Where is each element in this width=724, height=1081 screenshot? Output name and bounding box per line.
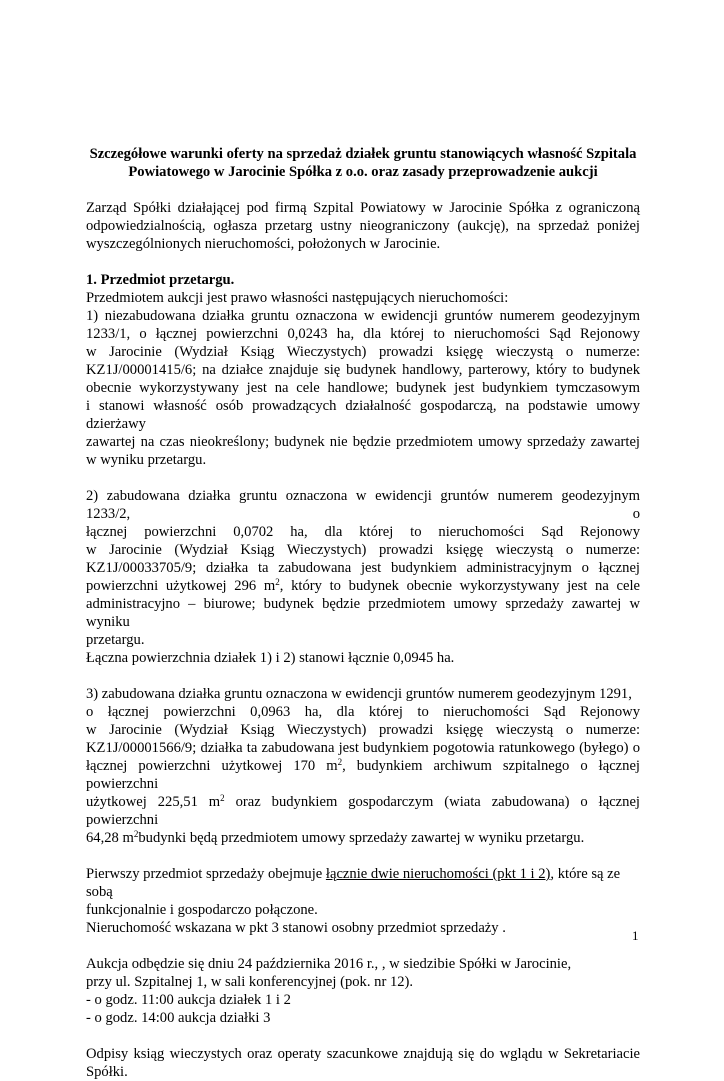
text-line: 2) zabudowana działka gruntu oznaczona w ewidencji gruntów numerem geodezyjnym 1233/2, o [86,488,640,522]
page-number: 1 [632,928,639,943]
sale-paragraph [86,865,640,937]
text-line: użytkowej 225,51 $m^2$ oraz budynkiem gospodarczym (wiata zabudowana) o łącznej powierzchni [86,793,640,828]
text-line: wyszczególnionych nieruchomości, położonych w Jarocinie. [86,236,441,252]
text-line: w Jarocinie (Wydział Ksiąg Wieczystych) prowadzi księgę wieczystą o numerze: [86,722,640,738]
total-area-line: Łączna powierzchnia działek 1) i 2) stanowi łącznie 0,0945 ha. [86,650,455,666]
superscript: 2 [220,793,225,803]
text-line: Spółki. [86,1064,128,1080]
document-page [86,145,640,1081]
text-line: odpowiedzialnością, ogłasza przetarg ustny nieograniczony (aukcję), na sprzedaż poniżej [86,218,640,234]
property-item-3 [86,685,640,847]
property-item-2 [86,487,640,667]
text-line: obecnie wykorzystywany jest na cele handlowe; budynek jest budynkiem tymczasowym [86,380,640,396]
text-line: o łącznej powierzchni 0,0963 ha, dla której to nieruchomości Sąd Rejonowy [86,704,640,720]
auction-paragraph [86,955,640,1027]
text-line: 1233/1, o łącznej powierzchni 0,0243 ha, dla której to nieruchomości Sąd Rejonowy [86,326,640,342]
text-line: łącznej powierzchni użytkowej 170 $m^2$, budynkiem archiwum szpitalnego o łącznej powierzchni [86,757,640,792]
text-line: przetargu. [86,632,145,648]
text-line: Pierwszy przedmiot sprzedaży obejmuje łącznie dwie nieruchomości (pkt 1 i 2), które są ze sobą [86,866,621,900]
text-line: KZ1J/00001566/9; działka ta zabudowana jest budynkiem pogotowia ratunkowego (byłego) o [86,740,640,756]
superscript: 2 [275,577,280,587]
list-item: - o godz. 11:00 aukcja działek 1 i 2 [86,992,291,1008]
text-line: administracyjno – biurowe; budynek będzie przedmiotem umowy sprzedaży zawartej w wyniku [86,596,640,630]
text-line: przy ul. Szpitalnej 1, w sali konferencyjnej (pok. nr 12). [86,974,414,990]
title-line: Szczegółowe warunki oferty na sprzedaż działek gruntu stanowiących własność Szpitala [89,146,637,162]
text-line: 1) niezabudowana działka gruntu oznaczona w ewidencji gruntów numerem geodezyjnym [86,308,640,324]
superscript: 2 [337,757,343,767]
list-item: - o godz. 14:00 aukcja działki 3 [86,1010,271,1026]
text-line: zawartej na czas nieokreślony; budynek nie będzie przedmiotem umowy sprzedaży zawartej [86,434,640,450]
text-line: 3) zabudowana działka gruntu oznaczona w ewidencji gruntów numerem geodezyjnym 1291, [86,686,632,702]
text-line: funkcjonalnie i gospodarczo połączone. [86,902,318,918]
text-line: łącznej powierzchni 0,0702 ha, dla której to nieruchomości Sąd Rejonowy [86,524,640,540]
text-line: Aukcja odbędzie się dniu 24 października 2016 r., , w siedzibie Spółki w Jarocinie, [86,956,572,972]
text-line: powierzchni użytkowej 296 $m^2$, który to budynek obecnie wykorzystywany jest na cele [86,577,640,594]
property-item-1 [86,307,640,469]
intro-paragraph [86,199,640,253]
text-line: w wyniku przetargu. [86,452,207,468]
document-title [86,145,640,181]
text-line: w Jarocinie (Wydział Ksiąg Wieczystych) prowadzi księgę wieczystą o numerze: [86,542,640,558]
text-line: i stanowi własność osób prowadzących działalność gospodarczą, na podstawie umowy dzierżawy [86,398,640,432]
title-line: Powiatowego w Jarocinie Spółka z o.o. oraz zasady przeprowadzenie aukcji [128,164,598,180]
text-line: Odpisy ksiąg wieczystych oraz operaty szacunkowe znajdują się do wglądu w Sekretariacie [86,1046,640,1062]
text-line: Nieruchomość wskazana w pkt 3 stanowi osobny przedmiot sprzedaży . [86,920,506,936]
text-line: Przedmiotem aukcji jest prawo własności następujących nieruchomości: [86,290,509,306]
text-line: w Jarocinie (Wydział Ksiąg Wieczystych) prowadzi księgę wieczystą o numerze: [86,344,640,360]
records-paragraph [86,1045,640,1081]
text-line: Zarząd Spółki działającej pod firmą Szpital Powiatowy w Jarocinie Spółka z ograniczoną [86,200,640,216]
underlined-text: łącznie dwie nieruchomości (pkt 1 i 2) [325,866,551,882]
text-line: KZ1J/00001415/6; na działce znajduje się budynek handlowy, parterowy, który to budynek [86,362,640,378]
superscript: 2 [133,829,139,839]
text-line: 64,28 $m^2budynki$ będą przedmiotem umowy sprzedaży zawartej w wyniku przetargu. [86,829,585,846]
text-line: KZ1J/00033705/9; działka ta zabudowana jest budynkiem administracyjnym o łącznej [86,560,640,576]
section-heading: 1. Przedmiot przetargu. [86,272,235,288]
section-1 [86,271,640,847]
